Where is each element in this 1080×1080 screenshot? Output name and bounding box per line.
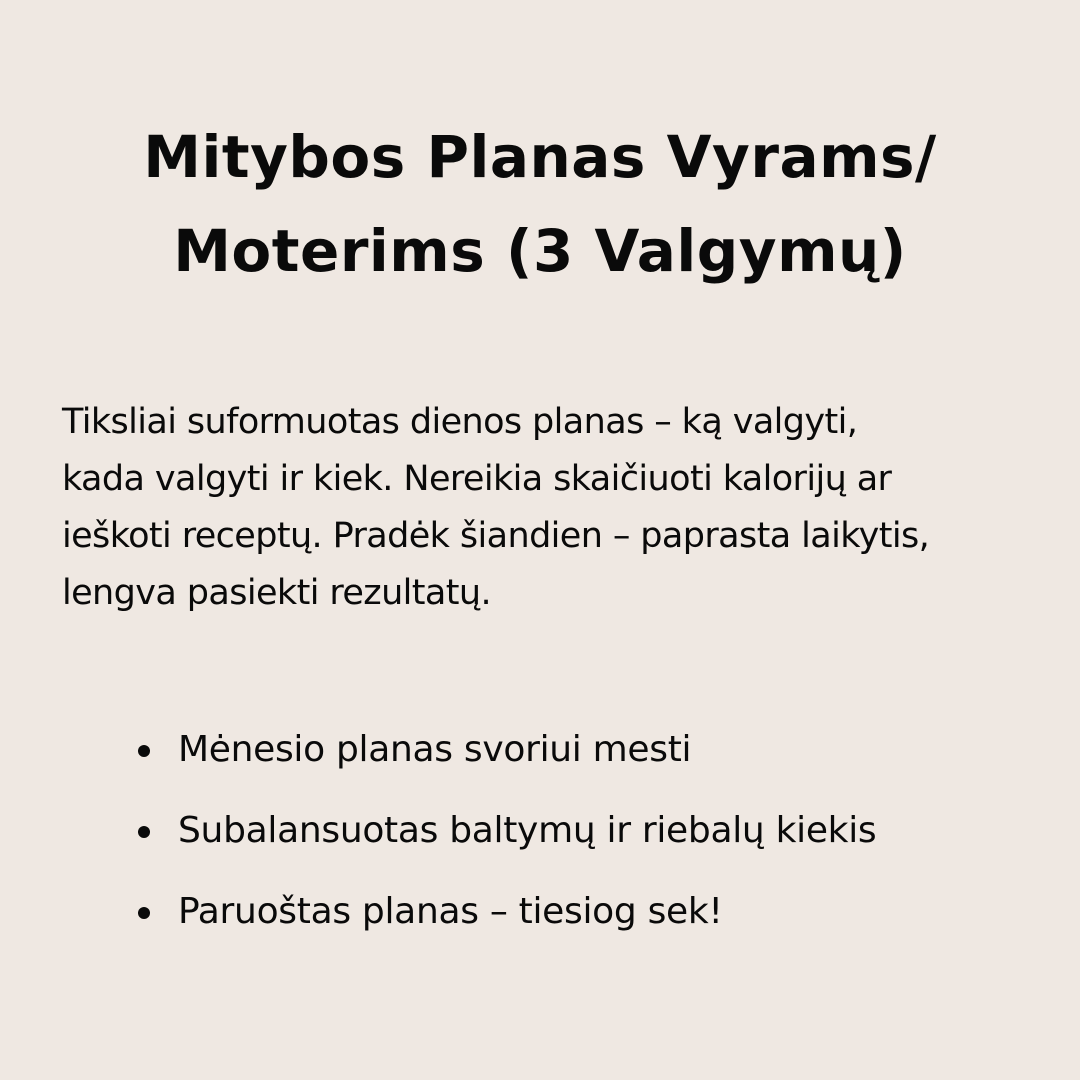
description-line: Tiksliai suformuotas dienos planas – ką valgyti, xyxy=(62,402,858,442)
feature-text: Mėnesio planas svoriui mesti xyxy=(178,729,692,770)
description-line: ieškoti receptų. Pradėk šiandien – paprasta laikytis, xyxy=(62,516,930,556)
feature-item xyxy=(138,884,1018,940)
title-line-2: Moterims (3 Valgymų) xyxy=(173,217,907,285)
feature-item xyxy=(138,722,1018,778)
feature-item xyxy=(138,803,1018,859)
bullet-icon xyxy=(138,907,150,919)
feature-text: Subalansuotas baltymų ir riebalų kiekis xyxy=(178,810,877,851)
feature-text: Paruoštas planas – tiesiog sek! xyxy=(178,891,723,932)
description xyxy=(62,394,1042,622)
description-line: lengva pasiekti rezultatų. xyxy=(62,573,491,613)
page-title xyxy=(60,110,1020,298)
description-line: kada valgyti ir kiek. Nereikia skaičiuoti kalorijų ar xyxy=(62,459,892,499)
feature-list xyxy=(138,722,1018,965)
bullet-icon xyxy=(138,745,150,757)
title-line-1: Mitybos Planas Vyrams/ xyxy=(143,123,937,191)
bullet-icon xyxy=(138,826,150,838)
